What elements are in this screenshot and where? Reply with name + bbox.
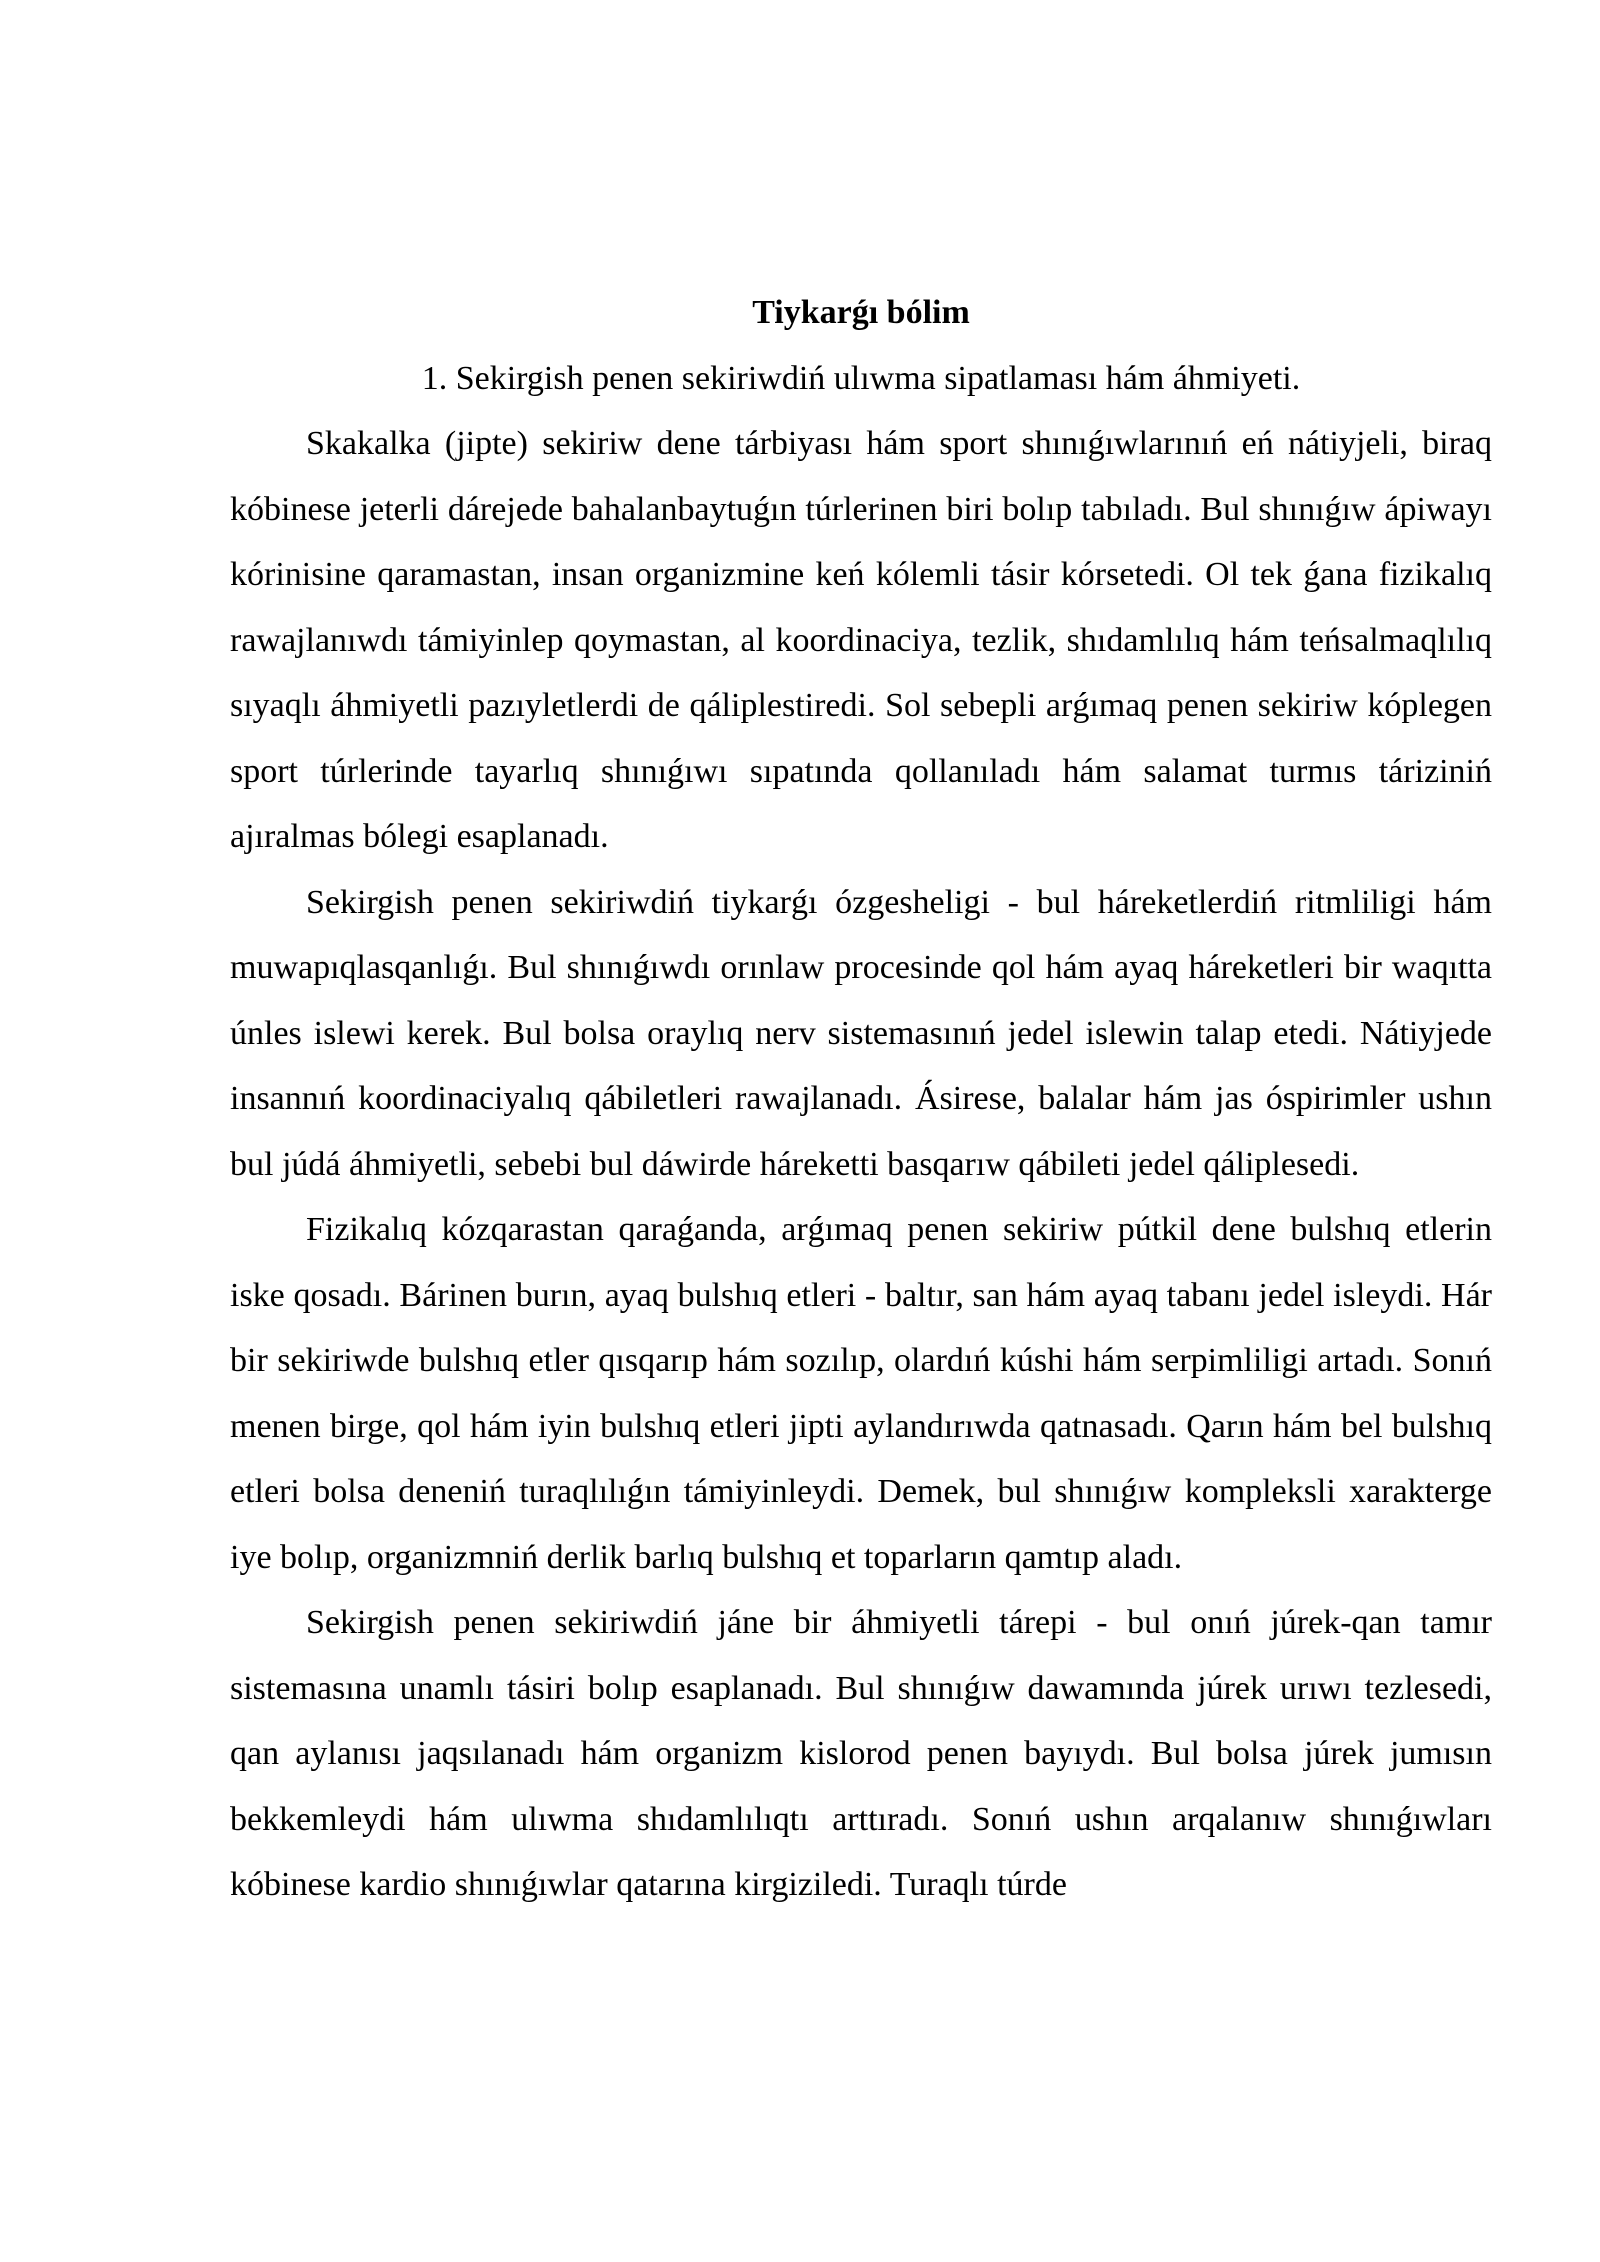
document-body [230,280,1492,1918]
paragraph: Fizikalıq kózqarastan qaraǵanda, arǵımaq penen sekiriw pútkil dene bulshıq etlerin iske qosadı. Bárinen burın, ayaq bulshıq etleri - baltır, san hám ayaq tabanı jedel isleydi. Hár bir sekiriwde bulshıq etler qısqarıp hám sozılıp, olardıń kúshi hám serpimliligi artadı. Sonıń menen birge, qol hám iyin bulshıq etleri jipti aylandırıwda qatnasadı. Qarın hám bel bulshıq etleri bolsa deneniń turaqlılıǵın támiyinleydi. Demek, bul shınıǵıw kompleksli xarakterge iye bolıp, organizmniń derlik barlıq bulshıq et toparların qamtıp aladı. [230,1211,1492,1576]
section-title: Tiykarǵı bólim [752,294,970,331]
paragraph: Sekirgish penen sekiriwdiń tiykarǵı ózgesheligi - bul háreketlerdiń ritmliligi hám muwapıqlasqanlıǵı. Bul shınıǵıwdı orınlaw procesinde qol hám ayaq háreketleri bir waqıtta únles islewi kerek. Bul bolsa oraylıq nerv sistemasınıń jedel islewin talap etedi. Nátiyjede insannıń koordinaciyalıq qábiletleri rawajlanadı. Ásirese, balalar hám jas óspirimler ushın bul júdá áhmiyetli, sebebi bul dáwirde háreketti basqarıw qábileti jedel qáliplesedi. [230,883,1492,1183]
paragraph: Skakalka (jipte) sekiriw dene tárbiyası hám sport shınıǵıwlarınıń eń nátiyjeli, biraq kóbinese jeterli dárejede bahalanbaytuǵın túrlerinen biri bolıp tabıladı. Bul shınıǵıw ápiwayı kórinisine qaramastan, insan organizmine keń kólemli tásir kórsetedi. Ol tek ǵana fizikalıq rawajlanıwdı támiyinlep qoymastan, al koordinaciya, tezlik, shıdamlılıq hám teńsalmaqlılıq sıyaqlı áhmiyetli pazıyletlerdi de qáliplestiredi. Sol sebepli arǵımaq penen sekiriw kóplegen sport túrlerinde tayarlıq shınıǵıwı sıpatında qollanıladı hám salamat turmıs táriziniń ajıralmas bólegi esaplanadı. [230,425,1492,855]
paragraph: Sekirgish penen sekiriwdiń jáne bir áhmiyetli tárepi - bul onıń júrek-qan tamır sistemasına unamlı tásiri bolıp esaplanadı. Bul shınıǵıw dawamında júrek urıwı tezlesedi, qan aylanısı jaqsılanadı hám organizm kislorod penen bayıydı. Bul bolsa júrek jumısın bekkemleydi hám ulıwma shıdamlılıqtı arttıradı. Sonıń ushın arqalanıw shınıǵıwları kóbinese kardio shınıǵıwlar qatarına kirgiziledi. Turaqlı túrde [230,1604,1492,1903]
section-subtitle: 1. Sekirgish penen sekiriwdiń ulıwma sipatlaması hám áhmiyeti. [421,359,1301,397]
